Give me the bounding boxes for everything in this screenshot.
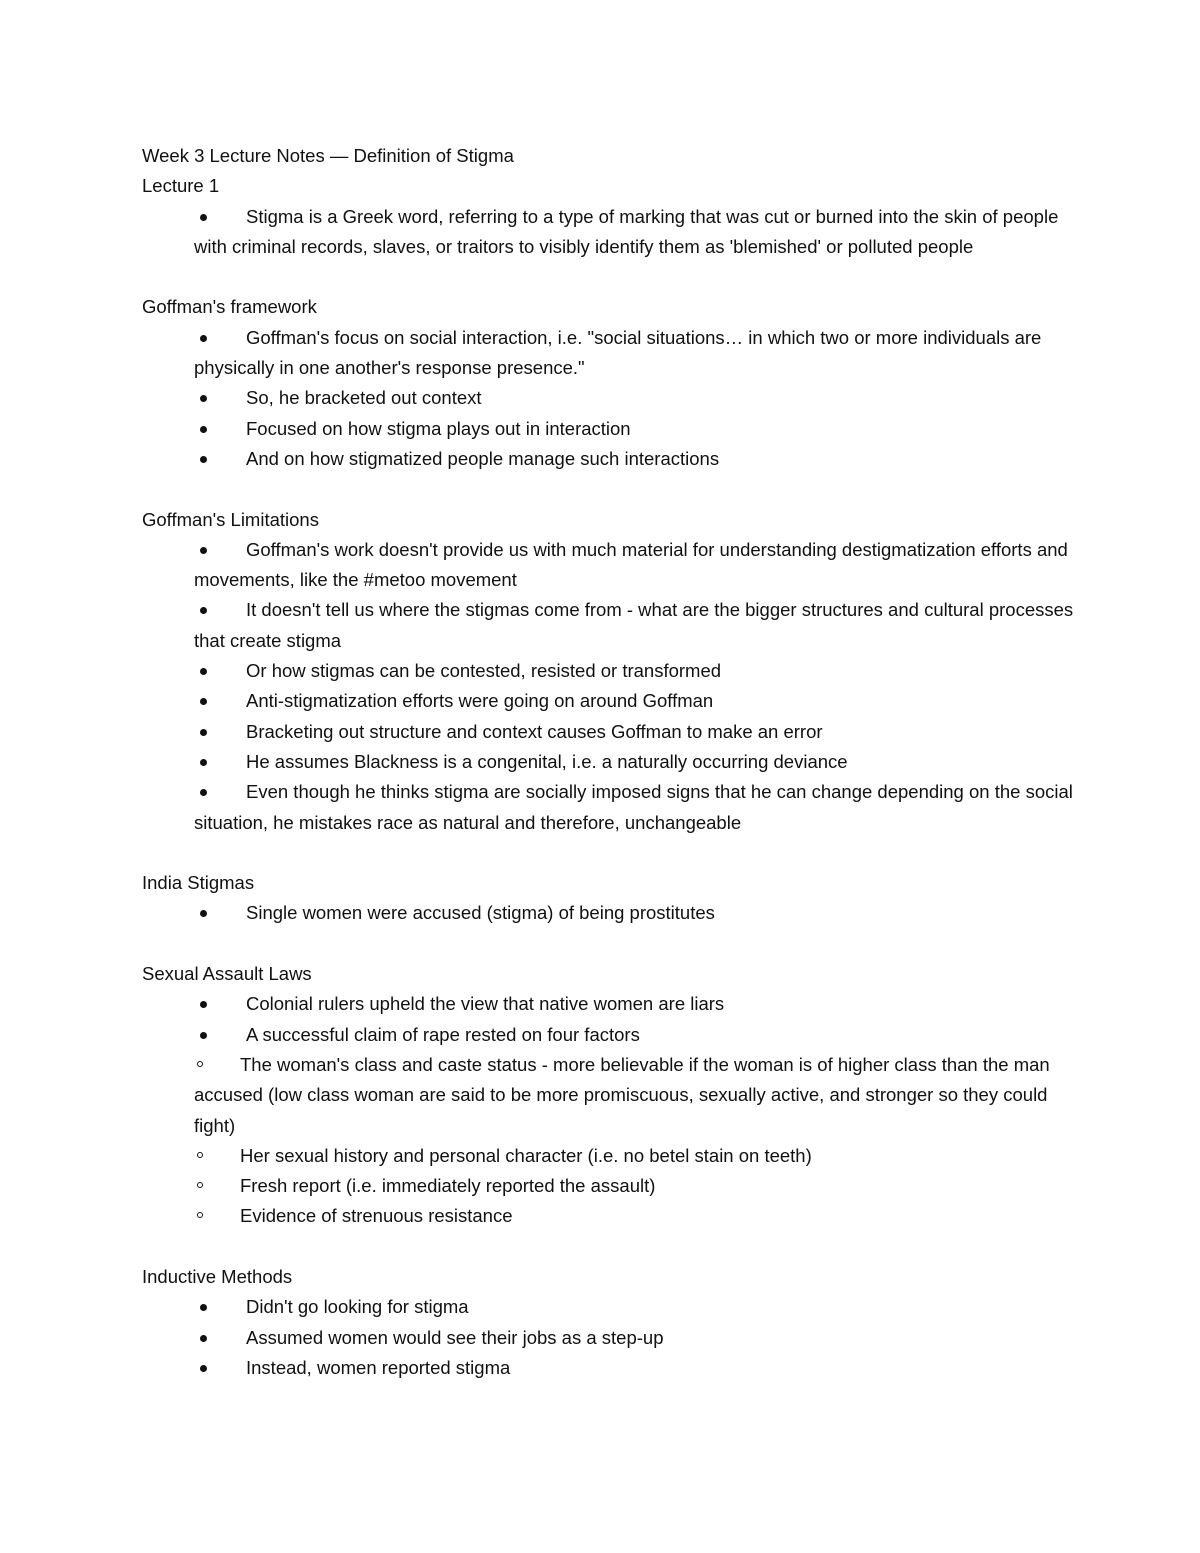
bullet-icon <box>200 1365 207 1372</box>
bullet-icon <box>200 729 207 736</box>
bullet-icon <box>200 1335 207 1342</box>
bullet-icon <box>200 456 207 463</box>
list-item: It doesn't tell us where the stigmas come from - what are the bigger structures and cultural processes that create stigma <box>194 599 1074 651</box>
bullet-icon <box>200 1001 207 1008</box>
bullet-icon <box>200 668 207 675</box>
list-item: Anti-stigmatization efforts were going on around Goffman <box>194 686 1082 716</box>
list-item: A successful claim of rape rested on four factors <box>194 1020 1082 1050</box>
list-item: Single women were accused (stigma) of being prostitutes <box>194 898 1082 928</box>
list-item: Didn't go looking for stigma <box>194 1292 1082 1322</box>
list-item: So, he bracketed out context <box>194 383 1082 413</box>
list-item: Assumed women would see their jobs as a step-up <box>194 1323 1082 1353</box>
bullet-icon <box>200 335 207 342</box>
bullet-icon <box>200 910 207 917</box>
sub-bullet-icon <box>197 1152 203 1158</box>
bullet-icon <box>200 759 207 766</box>
list-item: Goffman's focus on social interaction, i.e. "social situations… in which two or more individuals are physically in one another's response presence." <box>194 326 1042 379</box>
bullet-icon <box>200 214 207 221</box>
section-heading-framework: Goffman's framework <box>142 296 317 318</box>
bullet-icon <box>200 698 207 705</box>
list-item: Even though he thinks stigma are socially imposed signs that he can change depending on the social situation, he mistakes race as natural and therefore, unchangeable <box>194 781 1073 833</box>
bullet-icon <box>200 426 207 433</box>
sub-list-item: Evidence of strenuous resistance <box>194 1201 1082 1231</box>
section-heading-limitations: Goffman's Limitations <box>142 508 319 530</box>
sub-bullet-icon <box>197 1061 203 1067</box>
document-body <box>142 141 1082 1383</box>
document-title: Week 3 Lecture Notes — Definition of Stigma <box>142 145 514 166</box>
bullet-icon <box>200 1032 207 1039</box>
bullet-icon <box>200 547 207 554</box>
list-item: Goffman's work doesn't provide us with much material for understanding destigmatization efforts and movements, like the #metoo movement <box>194 538 1068 591</box>
sub-list-item: Fresh report (i.e. immediately reported the assault) <box>194 1171 1082 1201</box>
list-item: Or how stigmas can be contested, resisted or transformed <box>194 656 1082 686</box>
list-item: Stigma is a Greek word, referring to a type of marking that was cut or burned into the skin of people with criminal records, slaves, or traitors to visibly identify them as 'blemished' or polluted people <box>194 205 1059 257</box>
section-heading-inductive: Inductive Methods <box>142 1265 293 1287</box>
bullet-icon <box>200 395 207 402</box>
list-item: Focused on how stigma plays out in interaction <box>194 414 1082 444</box>
section-heading-india: India Stigmas <box>142 872 255 894</box>
section-heading-assault: Sexual Assault Laws <box>142 963 312 985</box>
list-item: And on how stigmatized people manage such interactions <box>194 444 1082 474</box>
lecture-label: Lecture 1 <box>142 175 220 197</box>
list-item: Colonial rulers upheld the view that native women are liars <box>194 989 1082 1019</box>
sub-list-item: Her sexual history and personal character (i.e. no betel stain on teeth) <box>194 1141 1082 1171</box>
bullet-icon <box>200 1304 207 1311</box>
list-item: He assumes Blackness is a congenital, i.e. a naturally occurring deviance <box>194 747 1082 777</box>
list-item: Instead, women reported stigma <box>194 1353 1082 1383</box>
sub-list-item: The woman's class and caste status - more believable if the woman is of higher class than the man accused (low class woman are said to be more promiscuous, sexually active, and stronger so they could fight) <box>194 1053 1050 1136</box>
list-item: Bracketing out structure and context causes Goffman to make an error <box>194 717 1082 747</box>
